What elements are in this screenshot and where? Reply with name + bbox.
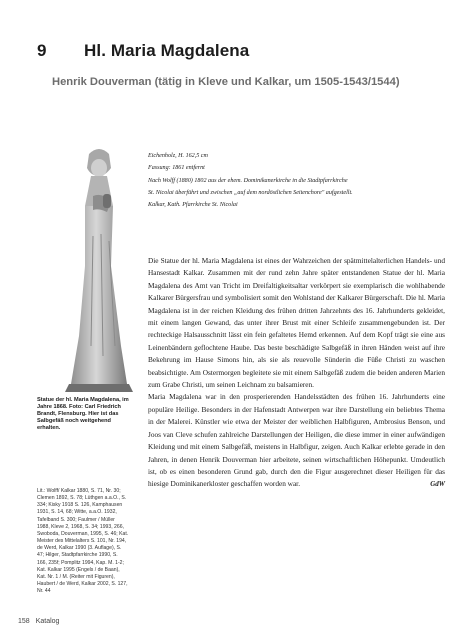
bibliography: Lit.: Wolff/ Kalkar 1880, S. 71, Nr. 30; Clemen 1892, S. 78; Lüthgen a.a.O., S. 334; Kisky 1918 S. 126, Kamphausen 1931, S. 14, 68; Witte, a.a.O. 1932, Tafelband S. 300; Faulmer / Müller 1988, Kleve 2, 1968, S. 34; 1993, 266, Swoboda, Douverman, 1995, S. 46; Kat. Meister des Mittelalters S. 101, Nr. 194, de Werd, Kalkar 1990 (3. Auflage), S. 47; Hilger, Stadtpfarrkirche 1990, S. 166, 235f; Pomplitz 1994, Kap. M. 1-2; Kat. Kalkar 1995 (Engels / de Baan), Kat. Nr. 1 / M. (Reiter mit Figuren), Haubert / de Werd, Kalkar 2002, S. 127, Nr. 44 [37,488,129,595]
meta-material: Eichenholz, H. 162,5 cm [148,153,208,159]
meta-polychromy: Fassung: 1861 entfernt [148,165,205,172]
object-metadata [148,150,453,212]
author-initials: GdW [430,480,445,489]
statue-photograph [63,146,135,394]
meta-provenance-line-2: St. Nicolai überführt und zwischen „auf dem nordöstlichen Seitenchore" aufgestellt. [148,190,353,197]
catalogue-title: Hl. Maria Magdalena [84,41,250,60]
body-text [148,255,445,491]
section-name: Katalog [35,618,60,625]
meta-provenance-line-1: Nach Wolff (1880) 1802 aus der ehem. Dominikanerkirche in die Stadtpfarrkirche [148,177,348,184]
body-paragraph-2: Maria Magdalena war in den prosperierenden Handelsstädten des frühen 16. Jahrhunderts eine populäre Heilige. Besonders in der Hafenstadt Antwerpen war ihre Darstellung ein beliebtes Thema in der Malerei. Künstler wie etwa der Meister der weiblichen Halbfiguren, Ambrosius Benson, und Joos van Cleve schufen zahlreiche Darstellungen der Heiligen, die diese immer in einer aufwändigen Kleidung und mit einem Salbgefäß, meistens in Halbfigur, zeigen. Auch Kalkar erlebte gerade in den Jahren, in denen Henrik Douverman hier arbeitete, seinen wirtschaftlichen Höhepunkt. Umdeutlich ist, ob es einen besonderen Grund gab, durch den die Figur ausgerechnet dieser Heiligen für das hiesige Dominikanerkloster geschaffen worden war. GdW [148,391,445,490]
page-footer [18,618,65,625]
meta-location: Kalkar, Kath. Pfarrkirche St. Nicolai [148,202,238,209]
catalogue-number: 9 [37,41,47,60]
page-number: 158 [18,618,30,625]
figure-caption: Statue der hl. Maria Magdalena, im Jahre 1868. Foto: Carl Friedrich Brandt, Flensburg. Hier ist das Salbgefäß noch weitgehend erhalten. [37,397,129,432]
catalogue-subtitle: Henrik Douverman (tätig in Kleve und Kalkar, um 1505-1543/1544) [52,76,400,88]
body-paragraph-1: Die Statue der hl. Maria Magdalena ist eines der Wahrzeichen der spätmittelalterlichen Handels- und Hansestadt Kalkar. Zusammen mit der rund zehn Jahre später entstandenen Statue der hl. Maria Magdalena des Amt van Tricht im Dreifaltigkeitsaltar verkörpert sie exemplarisch die wohlhabende Kalkarer Bürgersfrau und symbolisiert somit den Wohlstand der Kalkarer Bürgerschaft. Die hl. Maria Magdalena ist in der reichen Kleidung des frühen dritten Jahrzehnts des 16. Jahrhunderts gekleidet, mit einem langen Gewand, das unter ihrer Brust mit einer Schleife zusammengebunden ist. Der rechteckige Halsausschnitt lässt ein fein gefaltetes Hemd erkennen. Auf dem Kopf trägt sie eine aus Leinenbändern geflochtene Haube. Das beste beschädigte Salbgefäß in ihren Händen weist auf ihre Bekehrung im Hause Simons hin, als sie als reuevolle Sünderin die Füße Christi zu waschen beabsichtigte. Am Ostermorgen begleitete sie mit einem Salbgefäß zudem die beiden anderen Marien zum Grabe Christi, um seinen Leichnam zu balsamieren. [148,256,445,390]
